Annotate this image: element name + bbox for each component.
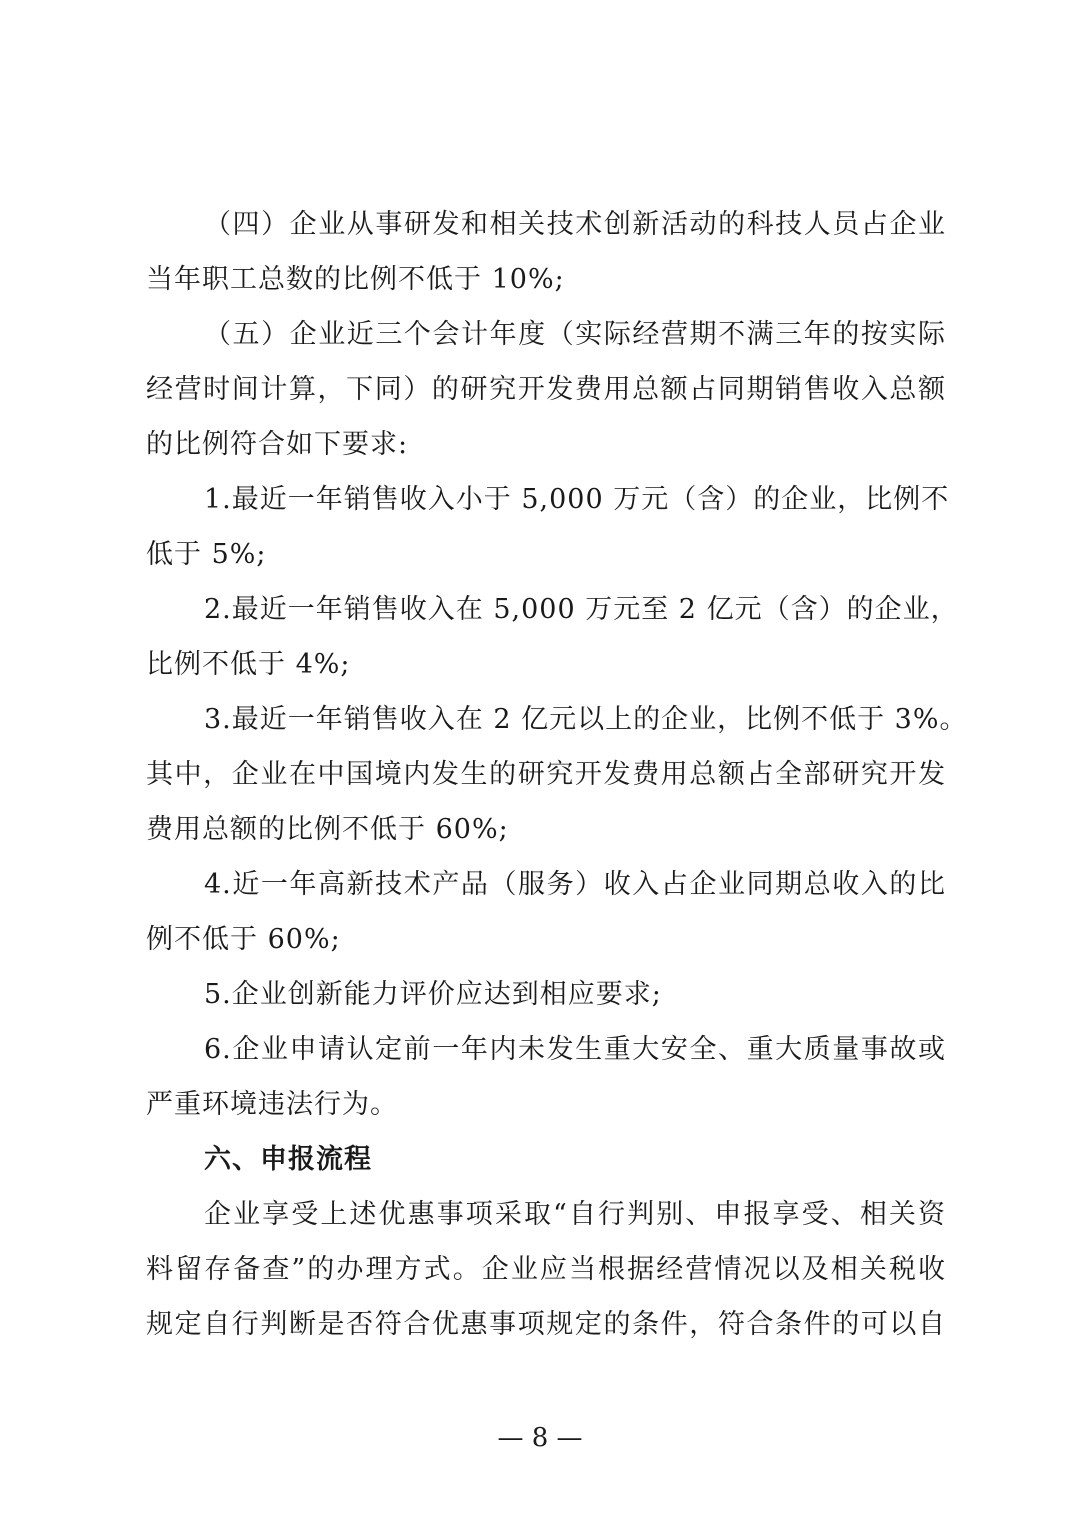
text-line: 例不低于 60%; — [146, 924, 341, 955]
text-line: 其中，企业在中国境内发生的研究开发费用总额占全部研究开发 — [146, 759, 946, 790]
text-line: （五）企业近三个会计年度（实际经营期不满三年的按实际 — [204, 319, 946, 350]
document-body — [146, 197, 968, 1352]
text-line: （四）企业从事研发和相关技术创新活动的科技人员占企业 — [204, 209, 946, 240]
text-line: 规定自行判断是否符合优惠事项规定的条件，符合条件的可以自 — [146, 1309, 946, 1340]
text-line: 严重环境违法行为。 — [146, 1089, 398, 1120]
text-line: 3.最近一年销售收入在 2 亿元以上的企业，比例不低于 3%。 — [204, 704, 968, 735]
text-line: 当年职工总数的比例不低于 10%; — [146, 264, 565, 295]
text-line: 企业享受上述优惠事项采取“自行判别、申报享受、相关资 — [204, 1199, 946, 1230]
text-line: 5.企业创新能力评价应达到相应要求; — [204, 979, 662, 1010]
text-line: 1.最近一年销售收入小于 5,000 万元（含）的企业，比例不 — [204, 484, 950, 515]
text-line: 比例不低于 4%; — [146, 649, 351, 680]
text-line: 的比例符合如下要求: — [146, 429, 409, 460]
text-line: 费用总额的比例不低于 60%; — [146, 814, 509, 845]
text-line: 料留存备查”的办理方式。企业应当根据经营情况以及相关税收 — [146, 1254, 946, 1285]
text-line: 2.最近一年销售收入在 5,000 万元至 2 亿元（含）的企业， — [204, 594, 959, 625]
text-line: 6.企业申请认定前一年内未发生重大安全、重大质量事故或 — [204, 1034, 946, 1065]
text-line: 4.近一年高新技术产品（服务）收入占企业同期总收入的比 — [204, 869, 946, 900]
page-number: — 8 — — [497, 1423, 583, 1453]
text-line: 经营时间计算，下同）的研究开发费用总额占同期销售收入总额 — [146, 374, 946, 405]
section-heading: 六、申报流程 — [204, 1144, 372, 1175]
text-line: 低于 5%; — [146, 539, 267, 570]
